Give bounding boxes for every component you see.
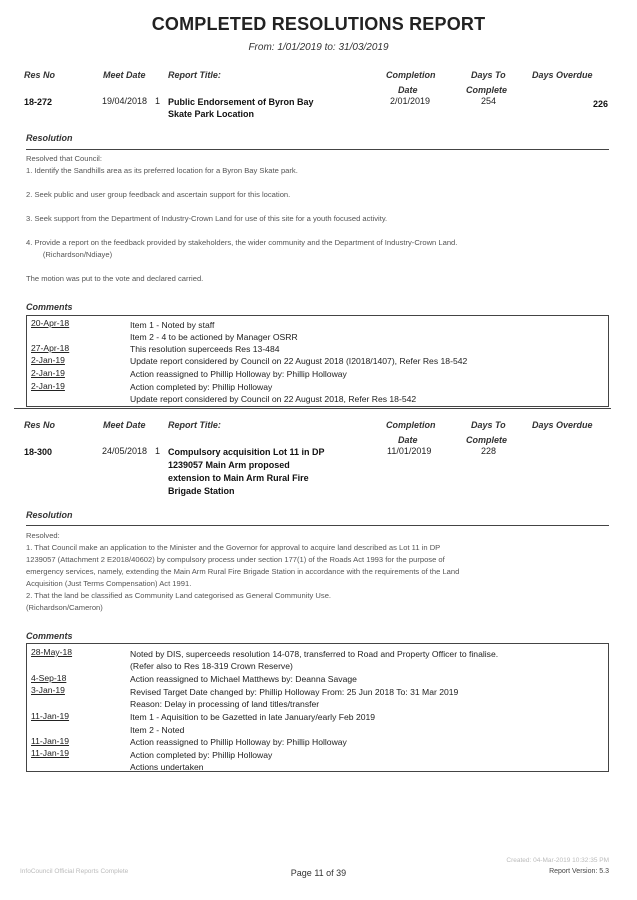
report-period: From: 1/01/2019 to: 31/03/2019 (248, 42, 389, 53)
days-overdue: 226 (593, 99, 609, 109)
resolution-line: The motion was put to the vote and declared carried. (26, 274, 204, 283)
resolution-heading: Resolution (26, 133, 73, 143)
meet-no: 1 (155, 96, 161, 106)
resolution-line: (Richardson/Cameron) (26, 603, 103, 612)
col-days-overdue: Days Overdue (532, 420, 593, 430)
record-title-line: Brigade Station (168, 486, 235, 496)
divider (26, 149, 609, 150)
col-res-no: Res No (24, 70, 56, 80)
comments-heading: Comments (26, 631, 73, 641)
comments-box (26, 643, 609, 772)
record-title-line: Skate Park Location (168, 109, 255, 119)
completion-date: 2/01/2019 (390, 96, 431, 106)
resolution-text (26, 530, 611, 614)
comment-text: Update report considered by Council on 22 August 2018, Refer Res 18-542 (130, 394, 417, 404)
record-title-line: Compulsory acquisition Lot 11 in DP (168, 447, 325, 457)
meet-date: 19/04/2018 (102, 96, 148, 106)
comment-date: 28-May-18 (31, 647, 73, 657)
comment-text: Item 1 - Noted by staff (130, 320, 215, 330)
resolution-line: Resolved that Council: (26, 154, 102, 163)
comment-text: Revised Target Date changed by: Phillip Holloway From: 25 Jun 2018 To: 31 Mar 2019 (130, 687, 459, 697)
record-title-line: Public Endorsement of Byron Bay (168, 97, 314, 107)
col-meet-date: Meet Date (103, 70, 146, 80)
comment-text: Item 2 - 4 to be actioned by Manager OSRR (130, 332, 298, 342)
res-no: 18-300 (24, 447, 53, 457)
col-report-title: Report Title: (168, 70, 221, 80)
comment-date: 11-Jan-19 (31, 736, 70, 746)
col-days-to: Days To (471, 70, 506, 80)
comment-date: 27-Apr-18 (31, 343, 70, 353)
comment-text: Noted by DIS, superceeds resolution 14-078, transferred to Road and Property Officer to finalise. (130, 649, 499, 659)
resolution-line: 1239057 (Attachment 2 E2018/40602) by compulsory process under section 177(1) of the Roads Act 1993 for the purpose of (26, 555, 445, 564)
comment-text: Action completed by: Phillip Holloway (130, 382, 273, 392)
record-title-line: extension to Main Arm Rural Fire (168, 473, 309, 483)
resolution-line (26, 177, 586, 189)
comments-heading: Comments (26, 302, 73, 312)
resolution-line: 4. Provide a report on the feedback provided by stakeholders, the wider community and the Department of Industry-Crown Land. (26, 238, 458, 247)
comment-text: Reason: Delay in processing of land titles/transfer (130, 699, 320, 709)
col-days-overdue: Days Overdue (532, 70, 593, 80)
record-title-line: 1239057 Main Arm proposed (168, 460, 290, 470)
resolution-line: Acquisition (Just Terms Compensation) Act 1991. (26, 579, 192, 588)
resolution-line (26, 225, 586, 237)
comment-date: 20-Apr-18 (31, 318, 70, 328)
resolution-line: 2. Seek public and user group feedback and ascertain support for this location. (26, 190, 291, 199)
comment-text: Update report considered by Council on 22 August 2018 (I2018/1407), Refer Res 18-542 (130, 356, 468, 366)
divider (26, 525, 609, 526)
footer-version: Report Version: 5.3 (549, 868, 609, 875)
comment-date: 4-Sep-18 (31, 673, 67, 683)
days-to-complete: 228 (481, 446, 497, 456)
comment-date: 11-Jan-19 (31, 748, 70, 758)
days-to-complete: 254 (481, 96, 497, 106)
resolution-line: Resolved: (26, 531, 60, 540)
report-title: COMPLETED RESOLUTIONS REPORT (151, 14, 486, 34)
col-completion-date: Date (398, 435, 418, 445)
comment-date: 2-Jan-19 (31, 381, 65, 391)
comment-date: 2-Jan-19 (31, 368, 65, 378)
comment-text: Actions undertaken (130, 762, 204, 772)
comments-box (26, 315, 609, 407)
record-divider (14, 408, 611, 409)
resolution-line: (Richardson/Ndiaye) (26, 250, 113, 259)
comment-text: Action completed by: Phillip Holloway (130, 750, 273, 760)
col-days-to: Days To (471, 420, 506, 430)
col-meet-date: Meet Date (103, 420, 146, 430)
resolution-line (26, 261, 586, 273)
comment-text: Action reassigned to Phillip Holloway by: Phillip Holloway (130, 369, 347, 379)
col-days-to-complete: Complete (466, 85, 508, 95)
col-completion: Completion (386, 70, 436, 80)
comment-text: Item 2 - Noted (130, 725, 185, 735)
col-report-title: Report Title: (168, 420, 221, 430)
page-number: Page 11 of 39 (290, 868, 347, 878)
comment-date: 2-Jan-19 (31, 355, 65, 365)
completion-date: 11/01/2019 (387, 446, 432, 456)
resolution-text (26, 153, 586, 285)
comment-date: 3-Jan-19 (31, 685, 65, 695)
comment-date: 11-Jan-19 (31, 711, 70, 721)
col-days-to-complete: Complete (466, 435, 508, 445)
meet-no: 1 (155, 446, 161, 456)
meet-date: 24/05/2018 (102, 446, 148, 456)
resolution-line (26, 201, 586, 213)
resolution-line: emergency services, namely, extending the Main Arm Rural Fire Brigade Station in accordance with the requirements of the Land (26, 567, 460, 576)
resolution-line: 2. That the land be classified as Community Land categorised as General Community Use. (26, 591, 332, 600)
col-completion: Completion (386, 420, 436, 430)
footer-source: InfoCouncil Official Reports Complete (20, 868, 129, 875)
comment-text: Action reassigned to Phillip Holloway by: Phillip Holloway (130, 737, 347, 747)
col-completion-date: Date (398, 85, 418, 95)
resolution-line: 1. That Council make an application to the Minister and the Governor for approval to acquire land described as Lot 11 in DP (26, 543, 441, 552)
res-no: 18-272 (24, 97, 53, 107)
col-res-no: Res No (24, 420, 56, 430)
resolution-line: 3. Seek support from the Department of Industry-Crown Land for use of this site for a youth focused activity. (26, 214, 388, 223)
comment-text: (Refer also to Res 18-319 Crown Reserve) (130, 661, 293, 671)
comment-text: This resolution superceeds Res 13-484 (130, 344, 280, 354)
comment-text: Item 1 - Aquisition to be Gazetted in late January/early Feb 2019 (130, 712, 376, 722)
resolution-heading: Resolution (26, 510, 73, 520)
comment-text: Action reassigned to Michael Matthews by: Deanna Savage (130, 674, 357, 684)
footer-created: Created: 04-Mar-2019 10:32:35 PM (506, 857, 609, 864)
resolution-line: 1. Identify the Sandhills area as its preferred location for a Byron Bay Skate park. (26, 166, 298, 175)
